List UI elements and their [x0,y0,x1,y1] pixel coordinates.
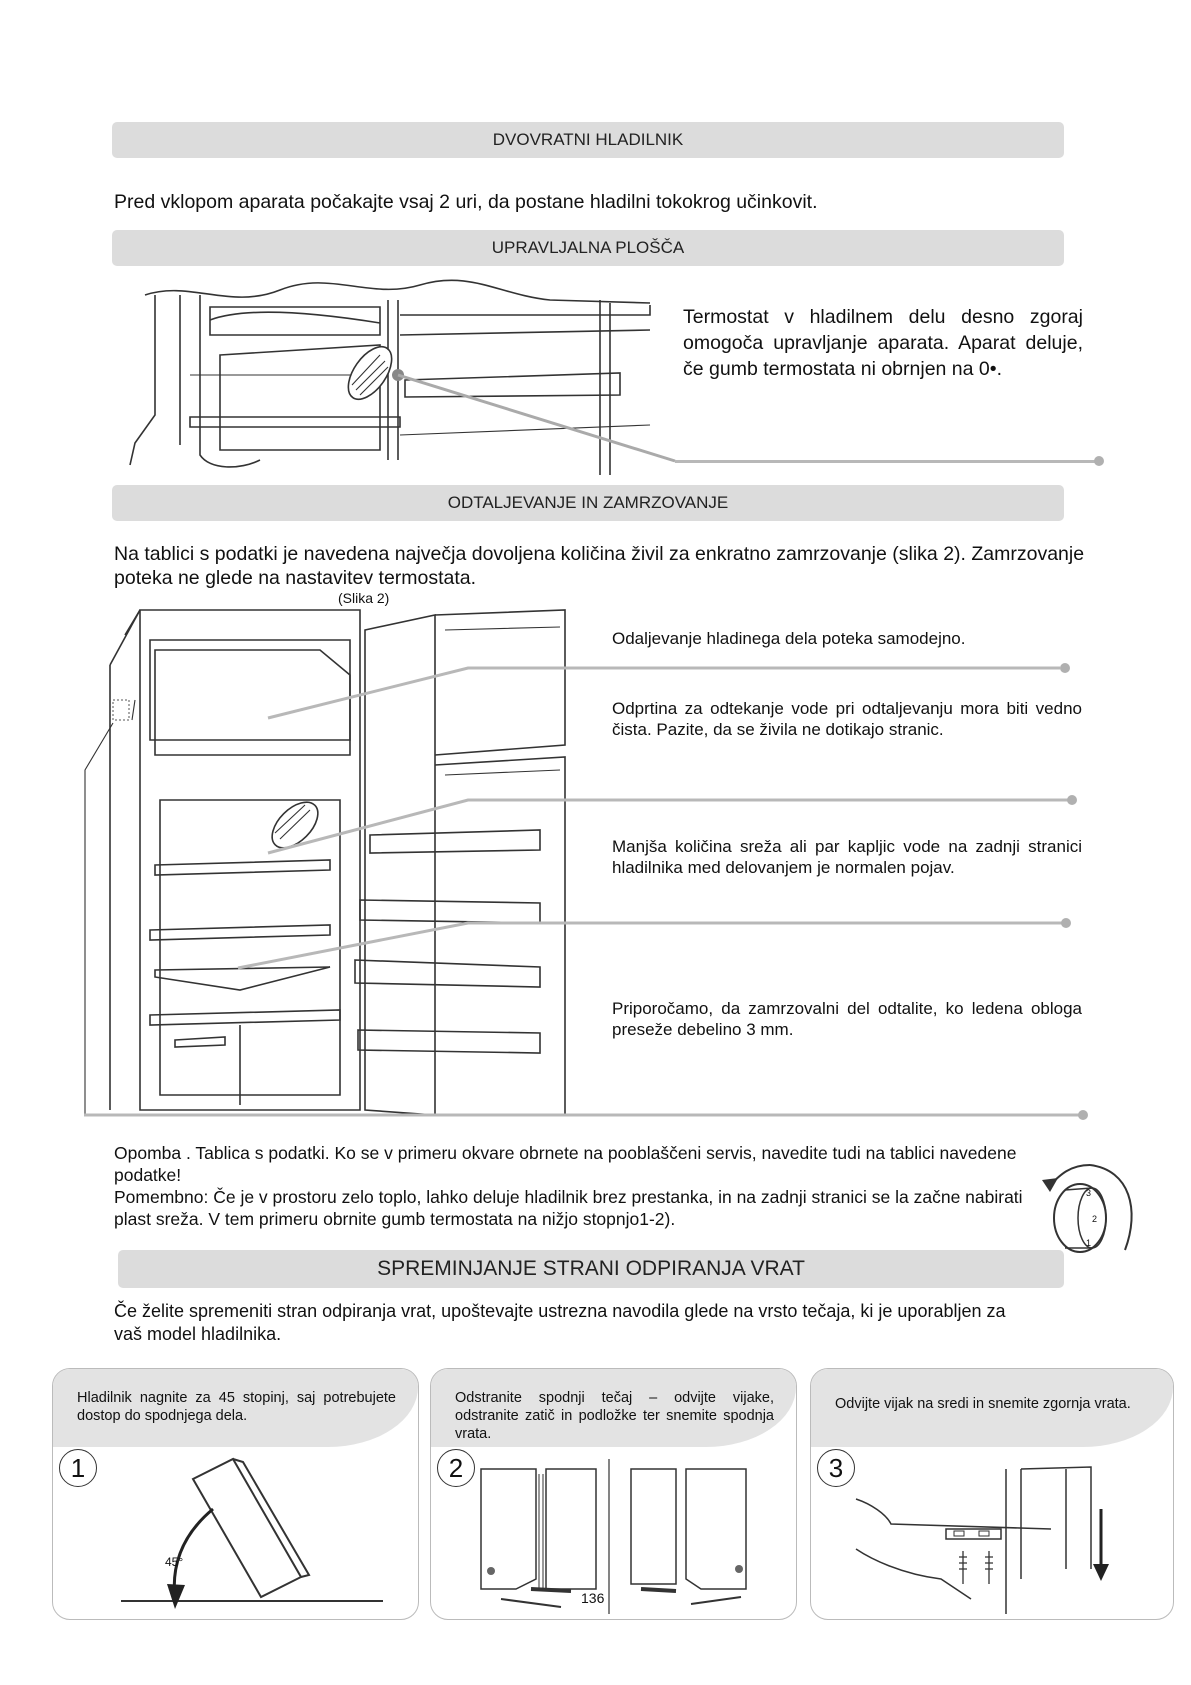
thermostat-description: Termostat v hladilnem delu desno zgoraj omogoča upravljanje aparata. Aparat deluje, če gumb termostata ni obrnjen na 0•. [683,306,1083,380]
tilted-fridge-drawing [113,1459,403,1609]
knob-mark-1: 1 [1086,1238,1092,1248]
angle-label: 45° [165,1555,184,1569]
freeze-intro: Na tablici s podatki je navedena največja dovoljena količina živil za enkratno zamrzovanje (slika 2). Zamrzovanje poteka ne glede na nastavitev termostata. [114,543,1085,589]
intro-paragraph: Pred vklopom aparata počakajte vsaj 2 uri, da postane hladilni tokokrog učinkovit. [114,191,818,213]
door-reversal-intro: Če želite spremeniti stran odpiranja vrat, upoštevajte ustrezna navodila glede na vrsto tečaja, ki je uporabljen za vaš model hladilnika. [114,1301,1006,1344]
step-2-number: 2 [437,1449,475,1487]
service-note: Opomba . Tablica s podatki. Ko se v primeru okvare obrnete na pooblaščeni servis, navedite tudi na tablici navedene podatke! [114,1143,1017,1185]
step-3-text: Odvijte vijak na sredi in snemite zgornja vrata. [835,1396,1131,1412]
callout-frost-normal: Manjša količina sreža ali par kapljic vode na zadnji stranici hladilnika med delovanjem je normalen pojav. [612,837,1082,877]
upper-hinge-drawing [851,1459,1151,1614]
section-title-door-reversal: SPREMINJANJE STRANI ODPIRANJA VRAT [118,1250,1064,1288]
step-card-2 [430,1368,797,1620]
callout-drain-hole: Odprtina za odtekanje vode pri odtaljevanju mora biti vedno čista. Pazite, da se živila ne dotikajo stranic. [612,699,1082,739]
callout-defrost-recommend: Priporočamo, da zamrzovalni del odtalite, ko ledena obloga preseže debelino 3 mm. [612,999,1082,1039]
step-card-3 [810,1368,1174,1620]
page-number: 136 [581,1590,605,1606]
step-1-text: Hladilnik nagnite za 45 stopinj, saj potrebujete dostop do spodnjega dela. [77,1390,396,1424]
figure-label: (Slika 2) [338,590,390,606]
section-title-double-door: DVOVRATNI HLADILNIK [112,122,1064,158]
lower-hinge-drawing [471,1459,781,1614]
step-1-number: 1 [59,1449,97,1487]
knob-mark-3: 3 [1086,1188,1092,1198]
section-title-defrost-freeze: ODTALJEVANJE IN ZAMRZOVANJE [112,485,1064,521]
step-2-text: Odstranite spodnji tečaj – odvijte vijake, odstranite zatič in podložke ter snemite spodnja vrata. [455,1390,774,1442]
knob-mark-2: 2 [1092,1214,1098,1224]
step-3-number: 3 [817,1449,855,1487]
section-title-control-panel: UPRAVLJALNA PLOŠČA [112,230,1064,266]
knob-diagram [1030,1160,1140,1260]
step-card-1 [52,1368,419,1620]
callout-auto-defrost: Odaljevanje hladinega dela poteka samodejno. [612,629,966,648]
important-note: Pomembno: Če je v prostoru zelo toplo, lahko deluje hladilnik brez prestanka, in na zadnji stranici se la začne nabirati plast sreža. V tem primeru obrnite gumb termostata na nižjo stopnjo1-2). [114,1187,1023,1229]
